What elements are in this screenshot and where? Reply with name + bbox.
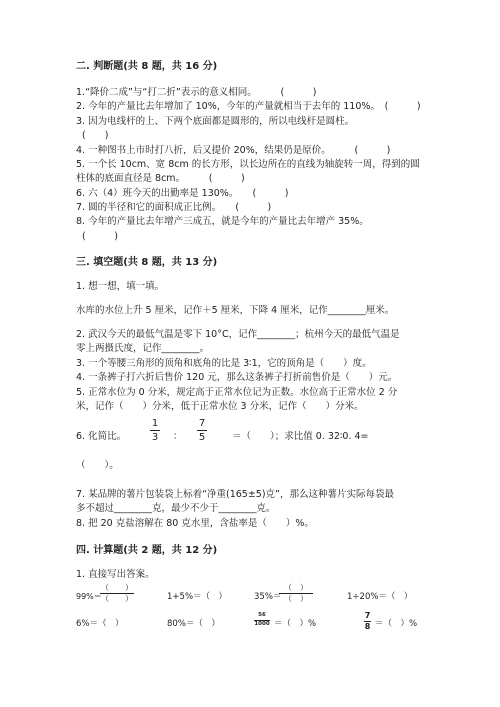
fill-question-6-rest: ＝（ ）；求比值 0. 32∶0. 4=: [232, 431, 369, 442]
calc-item-35-percent-fraction: [279, 584, 313, 603]
fraction-numerator: 56: [258, 612, 266, 618]
fraction-denominator: 5: [198, 432, 206, 443]
fraction-7-over-8: [364, 612, 371, 631]
fill-question-1: 1. 想一想，填一填。: [76, 281, 165, 292]
judgement-question-2: 2. 今年的产量比去年增加了 10%，今年的产量就相当于去年的 110%。 ( ): [76, 101, 421, 112]
section-title-fill-in: 三. 填空题(共 8 题，共 13 分): [76, 257, 218, 268]
judgement-question-8-blank: ( ): [82, 231, 118, 242]
judgement-question-5-cont: 柱体的底面直径是 8cm。 ( ): [76, 173, 245, 184]
fraction-seven-fifths: [197, 418, 207, 443]
calc-item-6-percent: 6%＝（ ）: [76, 619, 124, 629]
judgement-question-3-blank: ( ): [82, 130, 109, 141]
fill-question-3: 3. 一个等腰三角形的顶角和底角的比是 3∶1，它的顶角是（ ）度。: [76, 358, 372, 369]
fill-question-6: 6. 化简比。: [76, 431, 127, 442]
judgement-question-8: 8. 今年的产量比去年增产三成五，就是今年的产量比去年增产 35%。: [76, 216, 369, 227]
fill-question-2-cont: 零上两摄氏度，记作________。: [76, 343, 210, 354]
fraction-one-third: [150, 418, 160, 443]
fraction-denominator: 3: [151, 432, 159, 443]
calc-item-1-plus-5-percent: 1+5%＝（ ）: [167, 592, 228, 602]
fraction-numerator: （ ）: [101, 583, 133, 592]
fraction-numerator: 7: [364, 611, 371, 620]
judgement-question-5: 5. 一个长 10cm、宽 8cm 的长方形，以长边所在的直线为轴旋转一周，得到的圆: [76, 159, 420, 170]
fill-question-2: 2. 武汉今天的最低气温是零下 10°C，记作________；杭州今天的最低气温是: [76, 329, 400, 340]
ratio-colon: ：: [173, 431, 183, 442]
fill-question-1-body: 水库的水位上升 5 厘米，记作＋5 厘米，下降 4 厘米，记作________厘米。: [76, 305, 395, 316]
judgement-question-6: 6. 六（4）班今天的出勤率是 130%。 ( ): [76, 188, 289, 199]
judgement-question-1: 1.“降价二成”与“打二折”表示的意义相同。 ( ): [76, 87, 317, 98]
calc-item-99-percent-fraction: [100, 584, 134, 603]
fill-question-5-cont: 米，记作（ ）分米，低于正常水位 3 分米，记作（ ）分米。: [76, 401, 364, 412]
fill-question-5: 5. 正常水位为 0 分米，规定高于正常水位记为正数。水位高于正常水位 2 分: [76, 387, 398, 398]
fraction-bar: [197, 430, 207, 431]
calc-item-99-percent-label: 99%＝: [76, 592, 102, 601]
judgement-question-3: 3. 因为电线杆的上、下两个底面都是圆形的，所以电线杆是圆柱。: [76, 116, 355, 127]
fraction-56-over-1000: [254, 613, 270, 627]
fraction-numerator: 1: [151, 418, 159, 429]
judgement-question-7: 7. 圆的半径和它的面积成正比例。 ( ): [76, 202, 272, 213]
fill-question-7-cont: 多不超过________克，最少不少于________克。: [76, 503, 276, 514]
fraction-bar: [150, 430, 160, 431]
section-title-calculation: 四. 计算题(共 2 题，共 12 分): [76, 545, 218, 556]
fraction-denominator: 8: [364, 622, 371, 631]
fraction-numerator: （ ）: [284, 583, 308, 592]
fraction-denominator: 1000: [254, 620, 270, 627]
fill-question-7: 7. 某品牌的薯片包装袋上标着“净重(165±5)克”，那么这种薯片实际每袋最: [76, 489, 394, 500]
fill-question-8: 8. 把 20 克盐溶解在 80 克水里，含盐率是（ ）%。: [76, 518, 314, 529]
fill-question-6-blank: （ ）。: [76, 460, 119, 471]
calc-item-35-percent-label: 35%＝: [254, 592, 282, 602]
judgement-question-4: 4. 一种图书上市时打八折，后又提价 20%，结果仍是原价。 ( ): [76, 145, 391, 156]
calc-question-1: 1. 直接写出答案。: [76, 569, 155, 580]
calc-item-56-over-1000: ＝（ ）%: [274, 619, 317, 629]
fraction-denominator: （ ）: [284, 594, 308, 603]
fill-question-4: 4. 一条裤子打六折后售价 120 元，那么这条裤子打折前售价是（ ）元。: [76, 372, 398, 383]
calc-item-80-percent: 80%＝（ ）: [167, 619, 220, 629]
section-title-judgement: 二. 判断题(共 8 题，共 16 分): [76, 61, 218, 72]
calc-item-1-div-20-percent: 1÷20%＝（ ）: [347, 592, 413, 602]
fraction-denominator: （ ）: [101, 594, 133, 603]
fraction-numerator: 7: [198, 418, 206, 429]
calc-item-7-over-8: ＝（ ）%: [375, 619, 418, 629]
